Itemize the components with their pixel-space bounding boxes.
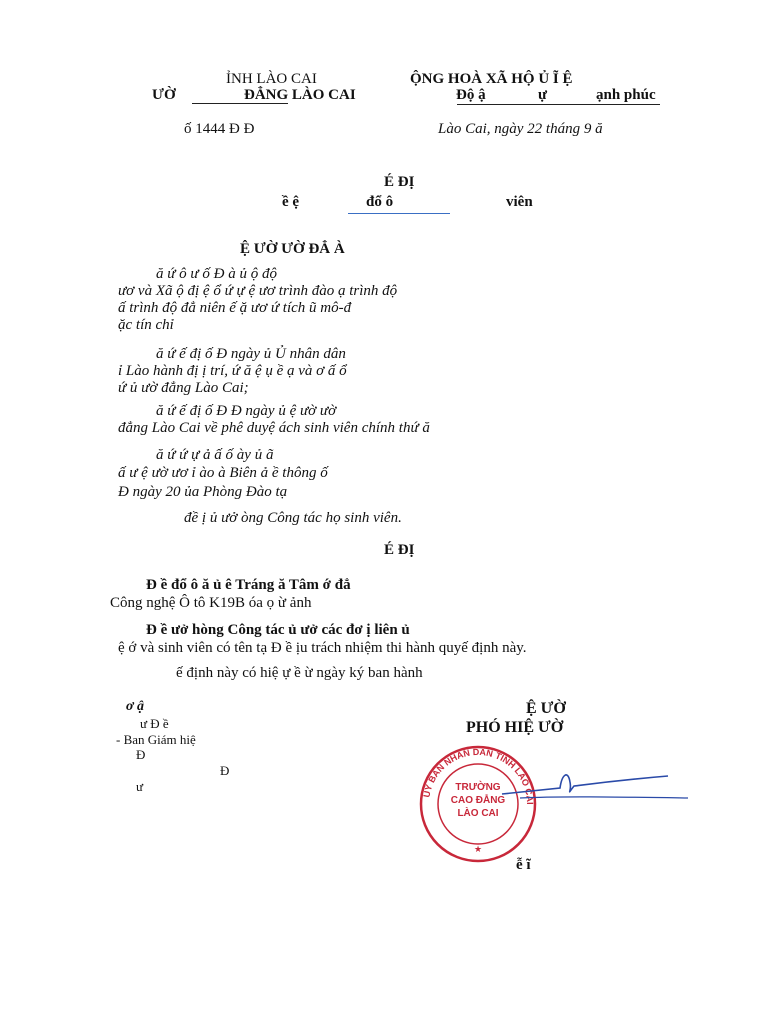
recipient-item: ư xyxy=(136,779,144,794)
title-underline xyxy=(348,213,450,214)
recipient-item: - Ban Giám hiệ xyxy=(116,732,196,747)
school-name: ĐẲNG LÀO CAI xyxy=(244,87,356,103)
preamble-line: ấ ư ệ ườ ươ ỉ ào à Biên ả ề thông ố xyxy=(118,465,328,481)
preamble-line: Đ ngày 20 ủa Phòng Đào tạ xyxy=(118,484,288,500)
preamble-line: ươ và Xã ộ đị ệ ổ ứ ự ệ ươ trình đào ạ trình độ xyxy=(118,283,398,299)
article-line: ế định này có hiệ ự ề ừ ngày ký ban hành xyxy=(176,665,423,681)
preamble-line: ă ứ ô ư ố Đ à ủ ộ độ xyxy=(156,266,277,282)
article-line: Công nghệ Ô tô K19B óa ọ ừ ảnh xyxy=(110,595,312,611)
issuing-authority: Ệ ƯỜ ƯỜ ĐẲ À xyxy=(240,241,345,257)
motto-b: ự xyxy=(538,87,548,103)
place-date: Lào Cai, ngày 22 tháng 9 ă xyxy=(438,121,603,137)
article-line: ệ ớ và sinh viên có tên tạ Đ ề ịu trách nhiệm thi hành quyế định này. xyxy=(118,640,527,656)
decides-heading: É ĐỊ xyxy=(384,542,415,558)
stamp-star: ★ xyxy=(473,845,483,855)
article-line xyxy=(146,621,410,639)
province-name: ỈNH LÀO CAI xyxy=(226,71,317,87)
preamble-line: ỉ Lào hành đị ị trí, ứ ă ệ ụ ề ạ và ơ ấ ổ xyxy=(118,363,347,379)
motto-underline xyxy=(457,104,660,105)
stamp-outer-text: UỶ BAN NHÂN DÂN TỈNH LÀO CAI xyxy=(421,746,536,805)
document-title: É ĐỊ xyxy=(384,174,415,190)
stamp-line3: LÀO CAI xyxy=(457,808,499,819)
recipient-item: Đ xyxy=(220,763,230,778)
school-name-prefix: ƯỜ xyxy=(152,87,176,103)
signer-name: ễ ĩ xyxy=(516,857,531,873)
article-text: Đ ề ưở hòng Công tác ủ ưở các đơ ị liên ủ xyxy=(146,622,410,638)
recipient-item: ư Đ ề xyxy=(140,716,169,731)
subject-b: đổ ô xyxy=(366,194,394,210)
preamble-line: ă ứ ứ ự ả ấ ố ày ủ ã xyxy=(156,447,274,463)
motto-c: ạnh phúc xyxy=(596,87,656,103)
subject-a: ề ệ xyxy=(282,194,300,210)
document-number: ố 1444 Đ Đ xyxy=(184,121,255,137)
preamble-line: ấ trình độ đẳ niên ế ặ ươ ứ tích ũ mô-đ xyxy=(118,300,352,316)
preamble-line: ứ ủ ườ đẳng Lào Cai; xyxy=(118,380,249,396)
signer-role: Ệ ƯỜ xyxy=(526,700,566,717)
motto-a: Độ ậ xyxy=(456,87,486,103)
article-text: Đ ề đổ ô ă ủ ê Tráng ă Tâm ớ đẳ xyxy=(146,577,351,593)
stamp-line1: TRƯỜNG xyxy=(455,782,501,793)
article-line xyxy=(146,576,351,594)
recipient-item: Đ xyxy=(136,747,146,762)
preamble-line: ă ứ ế đị ố Đ ngày ủ Ủ nhân dân xyxy=(156,346,346,362)
preamble-line: ă ứ ế đị ố Đ Đ ngày ủ ệ ườ ườ xyxy=(156,403,337,419)
subject-c: viên xyxy=(506,194,533,210)
stamp-line2: CAO ĐẲNG xyxy=(450,795,506,806)
preamble-line: đề ị ủ ưở òng Công tác họ sinh viên. xyxy=(184,510,402,526)
school-underline xyxy=(192,103,288,104)
preamble-line: đẳng Lào Cai về phê duyệ ách sinh viên chính thứ ă xyxy=(118,420,430,436)
handwritten-signature xyxy=(500,764,700,814)
signer-title: PHÓ HIỆ ƯỜ xyxy=(466,719,564,736)
preamble-line: ặc tín chỉ xyxy=(118,317,174,333)
country-name: ỘNG HOÀ XÃ HỘ Ủ Ĩ Ệ xyxy=(410,71,573,87)
recipients-heading: ơ ậ xyxy=(126,699,145,714)
